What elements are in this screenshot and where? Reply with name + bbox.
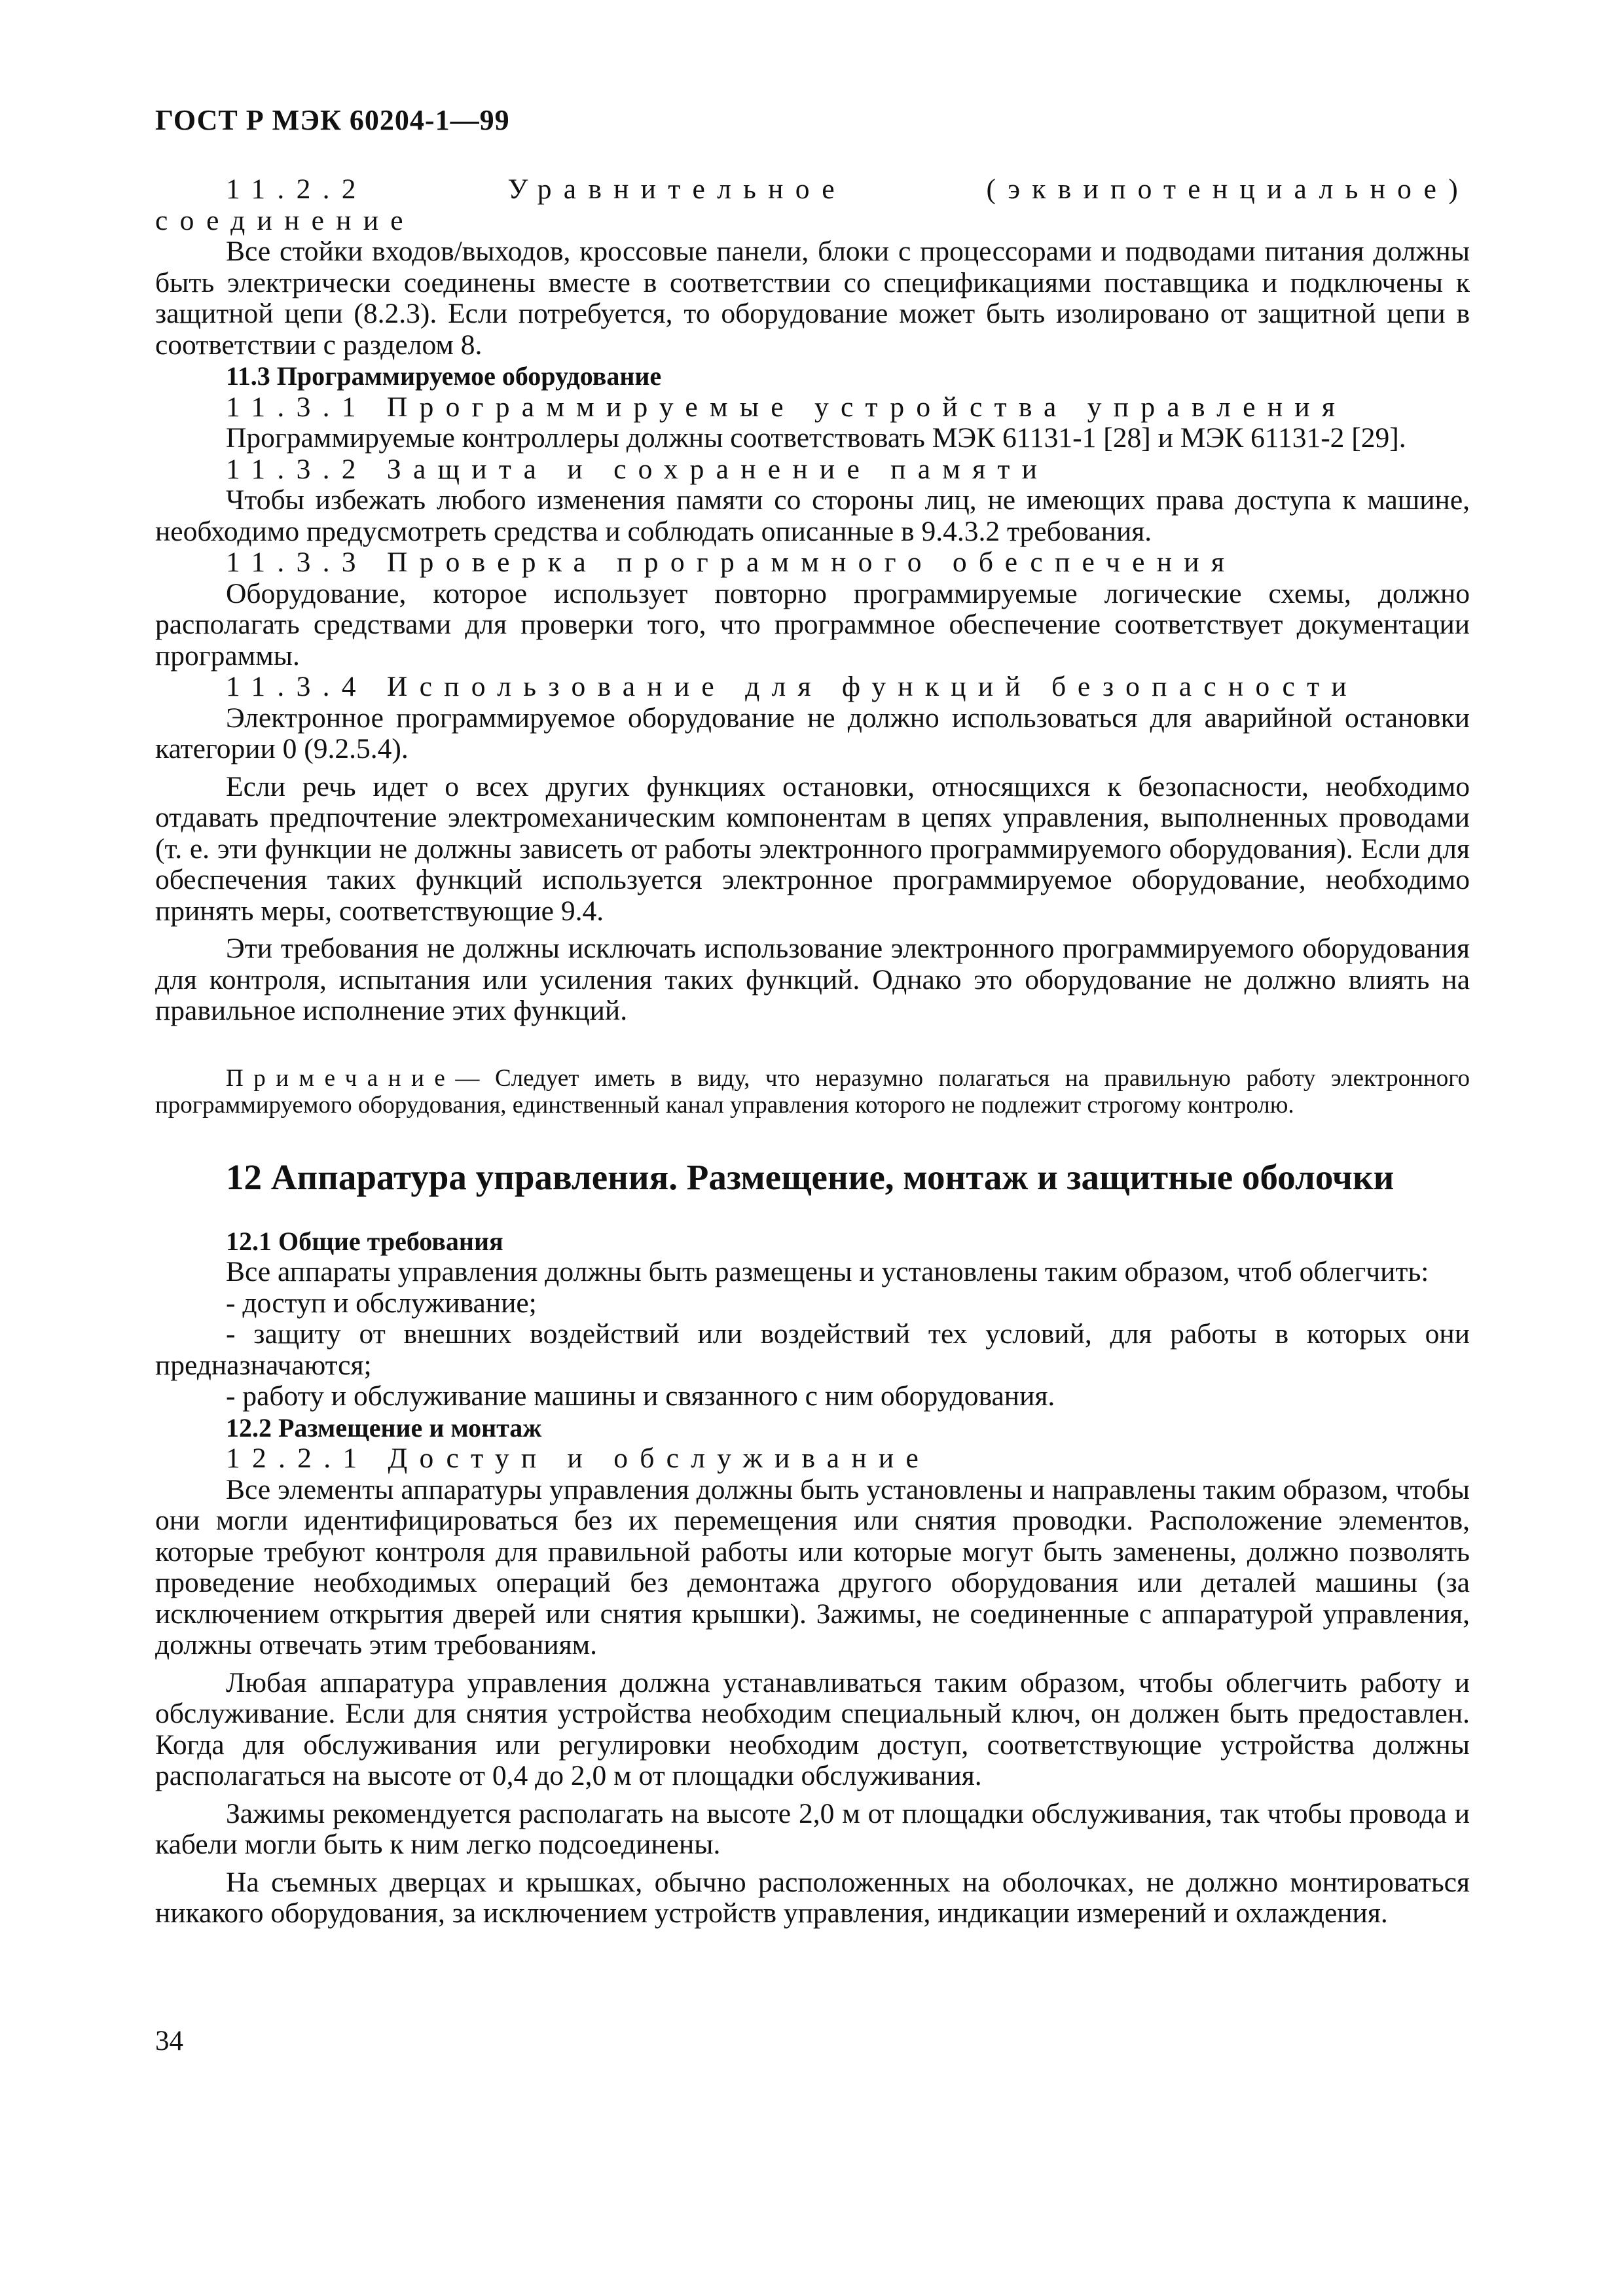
subsection-heading-11-3-3: 11.3.3 Проверка программного обеспечения [226, 547, 1237, 578]
subsection-heading-11-2-2: 11.2.2 Уравнительное (эквипотенциальное) соединение [155, 173, 1470, 236]
note [155, 1065, 1470, 1119]
note-label: Примечание [226, 1064, 456, 1092]
subsection-heading-12-2-1: 12.2.1 Доступ и обслуживание [226, 1443, 931, 1474]
paragraph: Чтобы избежать любого изменения памяти со стороны лиц, не имеющих права доступа к машине, необходимо предусмотреть средства и соблюдать описанные в 9.4.3.2 требования. [155, 484, 1470, 547]
subsection-heading-12-1: 12.1 Общие требования [226, 1226, 503, 1256]
paragraph: На съемных дверцах и крышках, обычно расположенных на оболочках, не должно монтироваться никакого оборудования, за исключением устройств управления, индикации измерений и охлаждения. [155, 1866, 1470, 1929]
paragraph: Если речь идет о всех других функциях остановки, относящихся к безопасности, необходимо отдавать предпочтение электромеханическим компонентам в цепях управления, выполненных проводами (т. е. эти функции не должны зависеть от работы электронного программируемого оборудования). Если для обеспечения таких функций используется электронное программируемое оборудование, необходимо принять меры, соответствующие 9.4. [155, 770, 1470, 927]
paragraph: Все элементы аппаратуры управления должны быть установлены и направлены таким образом, чтобы они могли идентифицироваться без их перемещения или снятия проводки. Расположение элементов, которые требуют контроля для правильной работы или которые могут быть заменены, должно позволять проведение необходимых операций без демонтажа другого оборудования или деталей машины (за исключением открытия дверей или снятия крышки). Зажимы, не соединенные с аппаратурой управления, должны отвечать этим требованиям. [155, 1473, 1470, 1660]
paragraph: Эти требования не должны исключать использование электронного программируемого оборудования для контроля, испытания или усиления таких функций. Однако это оборудование не должно влиять на правильное исполнение этих функций. [155, 933, 1470, 1026]
paragraph: Электронное программируемое оборудование не должно использоваться для аварийной остановки категории 0 (9.2.5.4). [155, 702, 1470, 764]
section-heading-12: 12 Аппаратура управления. Размещение, монтаж и защитные оболочки [226, 1157, 1395, 1197]
paragraph: Все стойки входов/выходов, кроссовые панели, блоки с процессорами и подводами питания должны быть электрически соединены вместе в соответствии со спецификациями поставщика и подключены к защитной цепи (8.2.3). Если потребуется, то оборудование может быть изолировано от защитной цепи в соответствии с разделом 8. [155, 236, 1470, 361]
paragraph: Программируемые контроллеры должны соответствовать МЭК 61131-1 [28] и МЭК 61131-2 [29]. [226, 422, 1406, 454]
document-header: ГОСТ Р МЭК 60204-1—99 [155, 104, 510, 136]
list-item: - работу и обслуживание машины и связанного с ним оборудования. [226, 1380, 1055, 1412]
subsection-heading-11-3-2: 11.3.2 Защита и сохранение памяти [226, 453, 1049, 485]
subsection-heading-12-2: 12.2 Размещение и монтаж [226, 1412, 542, 1443]
paragraph: Оборудование, которое использует повторно программируемые логические схемы, должно располагать средствами для проверки того, что программное обеспечение соответствует документации программы. [155, 577, 1470, 672]
page-number: 34 [155, 2026, 183, 2056]
list-item: - доступ и обслуживание; [226, 1287, 537, 1319]
subsection-heading-11-3-4: 11.3.4 Использование для функций безопасности [226, 671, 1359, 702]
subsection-heading-11-3-1: 11.3.1 Программируемые устройства управления [226, 391, 1347, 423]
paragraph: Все аппараты управления должны быть размещены и установлены таким образом, чтоб облегчить: [226, 1256, 1429, 1287]
list-item: - защиту от внешних воздействий или воздействий тех условий, для работы в которых они предназначаются; [155, 1318, 1470, 1381]
paragraph: Любая аппаратура управления должна устанавливаться таким образом, чтобы облегчить работу и обслуживание. Если для снятия устройства необходим специальный ключ, он должен быть предоставлен. Когда для обслуживания или регулировки необходим доступ, соответствующие устройства должны располагаться на высоте от 0,4 до 2,0 м от площадки обслуживания. [155, 1666, 1470, 1791]
page-content [155, 174, 1470, 1929]
subsection-heading-11-3: 11.3 Программируемое оборудование [226, 361, 662, 391]
paragraph: Зажимы рекомендуется располагать на высоте 2,0 м от площадки обслуживания, так чтобы провода и кабели могли быть к ним легко подсоединены. [155, 1797, 1470, 1860]
note-text: — Следует иметь в виду, что неразумно полагаться на правильную работу электронного программируемого оборудования, единственный канал управления которого не подлежит строгому контролю. [155, 1064, 1470, 1119]
